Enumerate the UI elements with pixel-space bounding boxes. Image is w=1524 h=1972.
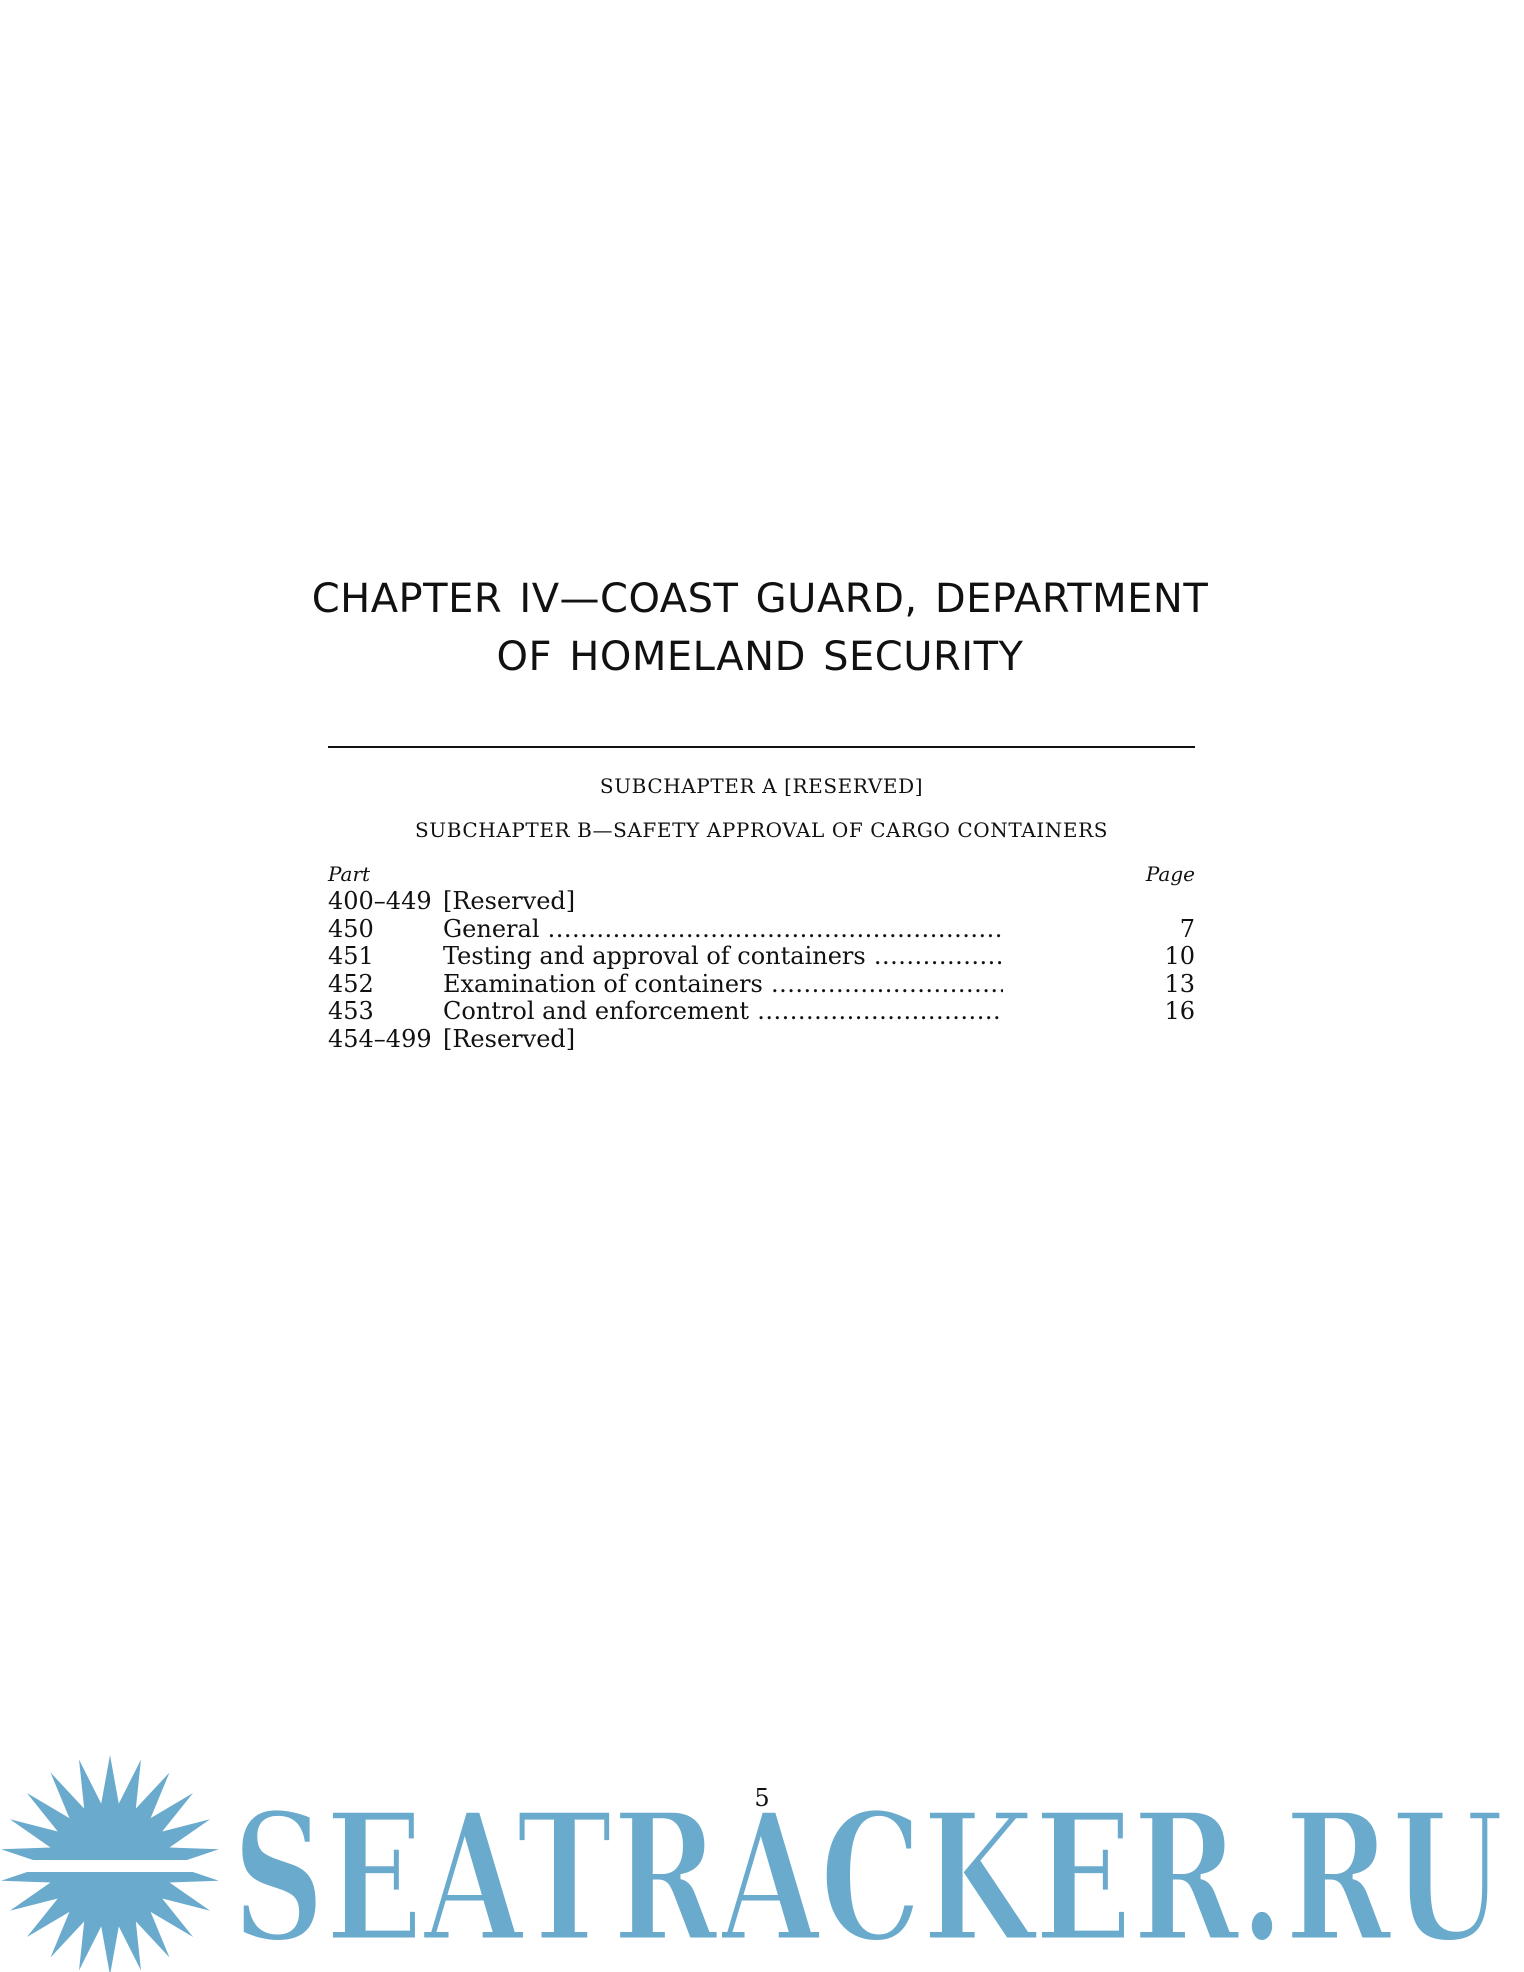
part-column-header: Part (328, 862, 371, 886)
chapter-title-line-1: CHAPTER IV—COAST GUARD, DEPARTMENT (311, 576, 1209, 622)
dot-leader (763, 971, 1003, 998)
chapter-title (250, 570, 1270, 686)
toc-page-number: 16 (1164, 997, 1195, 1025)
seatracker-watermark (0, 1735, 1524, 1972)
toc-part-number: 451 (328, 942, 374, 970)
dot-leader (866, 943, 1003, 970)
toc-part-number: 400–449 (328, 887, 432, 915)
toc-row (328, 1026, 1195, 1054)
toc-row (328, 916, 1195, 944)
toc-part-number: 452 (328, 969, 374, 998)
toc-part-title[interactable]: General (443, 915, 540, 943)
toc-page-number: 13 (1164, 969, 1195, 998)
sun-icon (0, 1755, 225, 1972)
watermark-text: SEATRACKER.RU (232, 1773, 1504, 1972)
toc-part-title: [Reserved] (443, 888, 576, 915)
toc-page-number: 7 (1179, 914, 1195, 943)
toc-row (328, 943, 1195, 971)
horizontal-rule (328, 746, 1195, 748)
toc-row (328, 971, 1195, 999)
toc-page-number: 10 (1164, 942, 1195, 970)
chapter-title-line-2: OF HOMELAND SECURITY (496, 634, 1024, 680)
toc-part-number: 454–499 (328, 1024, 432, 1053)
toc-part-title[interactable]: Examination of containers (443, 970, 763, 998)
toc-row (328, 888, 1195, 916)
toc-part-title[interactable]: Testing and approval of containers (443, 943, 866, 970)
toc-row (328, 998, 1195, 1026)
toc-header (328, 860, 1195, 888)
subchapter-a-heading: SUBCHAPTER A [RESERVED] (599, 774, 924, 798)
table-of-contents (328, 860, 1195, 1053)
subchapter-b-heading: SUBCHAPTER B—SAFETY APPROVAL OF CARGO CONTAINERS (414, 818, 1109, 842)
dot-leader (540, 916, 1004, 943)
toc-part-number: 453 (328, 997, 374, 1025)
toc-part-title: [Reserved] (443, 1025, 576, 1053)
page-column-header: Page (1145, 862, 1195, 886)
toc-part-title[interactable]: Control and enforcement (443, 998, 750, 1025)
toc-part-number: 450 (328, 914, 374, 943)
dot-leader (749, 998, 1003, 1025)
page-number: 5 (754, 1784, 770, 1812)
